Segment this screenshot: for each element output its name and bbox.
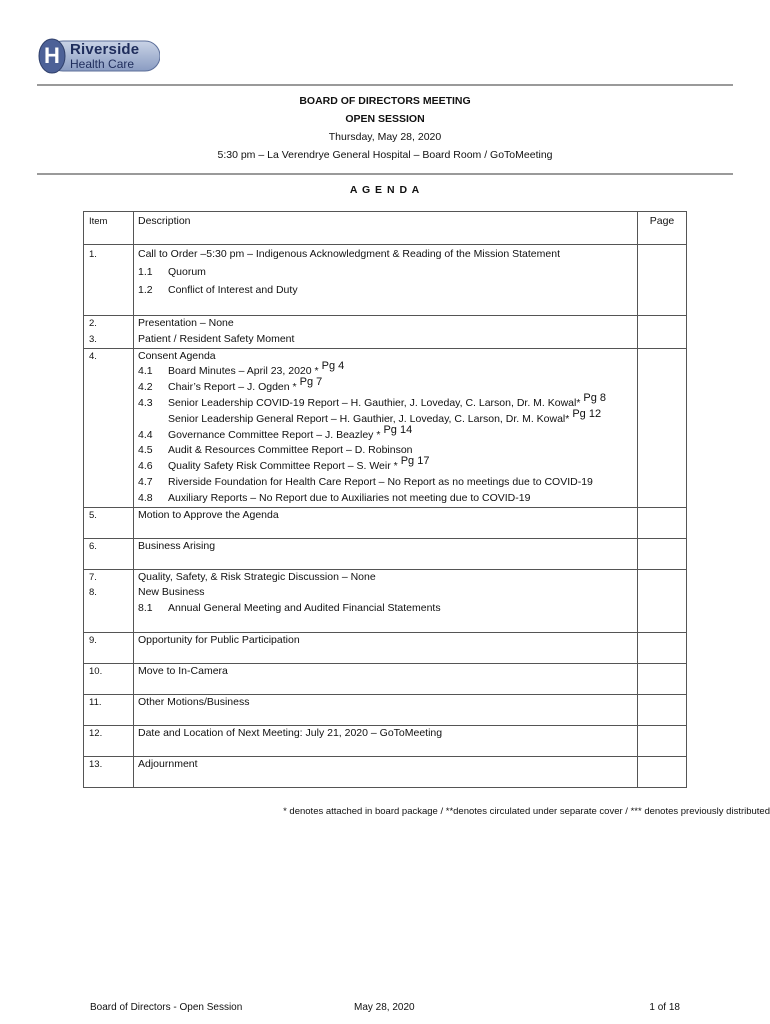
item-number: 5. (84, 507, 134, 538)
item-description (134, 725, 638, 756)
desc-line: 4.7 Riverside Foundation for Health Care Report – No Report as no meetings due to COVID-19 (138, 475, 593, 488)
item-number: 4. (84, 348, 134, 507)
table-row (84, 569, 687, 632)
agenda-table (83, 211, 687, 788)
second-divider (37, 173, 733, 175)
desc-line: 4.1 Board Minutes – April 23, 2020 * Pg 4 (138, 360, 345, 378)
desc-line: Other Motions/Business (138, 695, 250, 708)
item-description (134, 316, 638, 349)
col-desc-header: Description (134, 212, 638, 245)
desc-line: Presentation – None (138, 317, 234, 329)
item-number: 12. (84, 725, 134, 756)
table-row (84, 694, 687, 725)
page-cell (638, 663, 687, 694)
desc-line: 4.2 Chair’s Report – J. Ogden * Pg 7 (138, 376, 323, 394)
meeting-title: BOARD OF DIRECTORS MEETING (299, 95, 471, 107)
desc-line: 4.5 Audit & Resources Committee Report – D. Robinson (138, 444, 413, 457)
footer-center: May 28, 2020 (354, 1002, 415, 1013)
item-description (134, 538, 638, 569)
table-row (84, 316, 687, 349)
desc-line: Call to Order –5:30 pm – Indigenous Acknowledgment & Reading of the Mission Statement (138, 248, 560, 260)
session-label: OPEN SESSION (345, 113, 425, 125)
table-row (84, 538, 687, 569)
page-ref: Pg 17 (400, 455, 430, 468)
logo-line1: Riverside (70, 41, 140, 58)
item-description (134, 507, 638, 538)
table-row (84, 756, 687, 787)
page-ref: Pg 8 (583, 391, 607, 404)
desc-line: Opportunity for Public Participation (138, 633, 300, 646)
table-row (84, 632, 687, 663)
col-page-header: Page (638, 212, 687, 245)
item-description (134, 756, 638, 787)
item-number: 13. (84, 756, 134, 787)
logo-line2: Health Care (70, 57, 135, 71)
table-row (84, 348, 687, 507)
agenda-label: A G E N D A (349, 184, 421, 196)
desc-line: 8.1 Annual General Meeting and Audited Financial Statements (138, 602, 441, 615)
desc-line: New Business (138, 586, 205, 599)
page-cell (638, 632, 687, 663)
item-number: 7. 8. (84, 569, 134, 632)
page-ref: Pg 4 (321, 360, 345, 373)
desc-line: Motion to Approve the Agenda (138, 508, 279, 521)
desc-line: 4.8 Auxiliary Reports – No Report due to Auxiliaries not meeting due to COVID-19 (138, 491, 531, 504)
page-cell (638, 569, 687, 632)
desc-line: Senior Leadership General Report – H. Gauthier, J. Loveday, C. Larson, Dr. M. Kowal* Pg 12 (168, 407, 602, 425)
desc-line: 4.4 Governance Committee Report – J. Beazley * Pg 14 (138, 423, 413, 441)
desc-line: Business Arising (138, 539, 216, 552)
item-number: 10. (84, 663, 134, 694)
item-number: 9. (84, 632, 134, 663)
page-ref: Pg 14 (383, 423, 413, 436)
table-row (84, 663, 687, 694)
table-row (84, 507, 687, 538)
page-cell (638, 348, 687, 507)
table-header-row (84, 212, 687, 245)
page-cell (638, 538, 687, 569)
meeting-date: Thursday, May 28, 2020 (328, 131, 442, 143)
item-description (134, 348, 638, 507)
item-number: 2. 3. (84, 316, 134, 349)
page-cell (638, 507, 687, 538)
page-cell (638, 756, 687, 787)
page-cell (638, 316, 687, 349)
top-divider (37, 84, 733, 86)
item-description (134, 245, 638, 316)
desc-line: 4.6 Quality Safety Risk Committee Report – S. Weir * Pg 17 (138, 455, 430, 473)
item-number: 1. (84, 245, 134, 316)
desc-line: Consent Agenda (138, 349, 216, 362)
desc-line: Quality, Safety, & Risk Strategic Discussion – None (138, 570, 376, 583)
desc-line: Adjournment (138, 757, 198, 770)
desc-line: 1.2 Conflict of Interest and Duty (138, 283, 298, 296)
riverside-logo (38, 38, 160, 74)
logo-letter: H (44, 43, 60, 68)
desc-line: 4.3 Senior Leadership COVID-19 Report – H. Gauthier, J. Loveday, C. Larson, Dr. M. Kowal* Pg 8 (138, 391, 607, 409)
item-number: 11. (84, 694, 134, 725)
item-description (134, 694, 638, 725)
table-row (84, 725, 687, 756)
page-cell (638, 694, 687, 725)
page-cell (638, 245, 687, 316)
meeting-location: 5:30 pm – La Verendrye General Hospital – Board Room / GoToMeeting (217, 149, 553, 161)
desc-line: Move to In-Camera (138, 664, 228, 677)
footer-left: Board of Directors - Open Session (90, 1002, 243, 1013)
table-row (84, 245, 687, 316)
desc-line: Patient / Resident Safety Moment (138, 332, 295, 345)
item-description (134, 663, 638, 694)
footnote: * denotes attached in board package / **denotes circulated under separate cover / *** denotes previously distributed (283, 806, 770, 817)
item-description (134, 569, 638, 632)
footer-right: 1 of 18 (649, 1002, 680, 1013)
item-number: 6. (84, 538, 134, 569)
desc-line: 1.1 Quorum (138, 265, 206, 278)
col-item-header: Item (84, 212, 134, 245)
desc-line: Date and Location of Next Meeting: July 21, 2020 – GoToMeeting (138, 726, 443, 739)
page-ref: Pg 12 (572, 407, 602, 420)
page-ref: Pg 7 (299, 376, 323, 389)
item-description (134, 632, 638, 663)
page-cell (638, 725, 687, 756)
